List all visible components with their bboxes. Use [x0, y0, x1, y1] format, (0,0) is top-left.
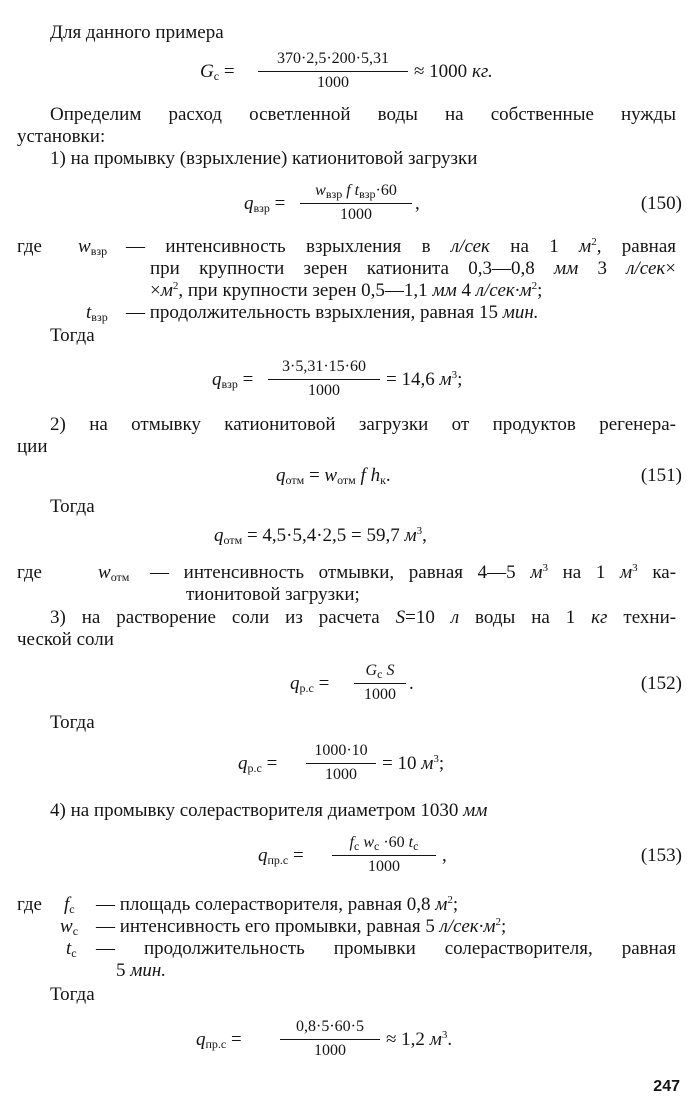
fraction: [306, 740, 376, 786]
fraction: [300, 180, 412, 226]
where-label: где: [17, 236, 42, 257]
formula-lhs: $q_{пр.с}$ =: [196, 1029, 242, 1051]
denominator: 1000: [325, 766, 357, 783]
definition-line: — интенсивность его промывки, равная 5 $л/сек\cdot м^2$;: [96, 916, 507, 937]
denominator: 1000: [308, 382, 340, 399]
list-item-2: 2) на отмывку катионитовой загрузки от продуктов регенера-: [50, 414, 676, 435]
definition-line: — продолжительность взрыхления, равная 15 мин.: [126, 302, 539, 323]
definition-line: 5 мин.: [116, 960, 167, 981]
denominator: 1000: [364, 686, 396, 703]
where-label: где: [17, 894, 42, 915]
numerator: 1000·10: [314, 742, 368, 759]
paragraph-line: ческой соли: [17, 629, 114, 650]
definition-line: при крупности зерен катионита 0,3—0,8 мм 3 л/сек×: [150, 258, 677, 279]
equation-number: (150): [640, 193, 682, 214]
numerator: 370·2,5·200·5,31: [277, 50, 389, 67]
definition-line: — продолжительность промывки солерастворителя, равная: [96, 938, 676, 959]
denominator: 1000: [317, 74, 349, 91]
numerator: 3·5,31·15·60: [282, 358, 366, 375]
then-label: Тогда: [50, 325, 95, 346]
formula-lhs: $q_{взр}$ =: [212, 369, 254, 391]
denominator: 1000: [340, 206, 372, 223]
numerator: $w_{взр}$ f $t_{взр}\cdot 60$: [315, 182, 397, 201]
paragraph-line: ции: [17, 436, 48, 457]
equation-number: (153): [640, 845, 682, 866]
definition-line: тионитовой загрузки;: [186, 584, 360, 605]
fraction: [268, 356, 380, 402]
then-label: Тогда: [50, 984, 95, 1005]
symbol: $w_{отм}$: [98, 562, 130, 584]
equation-number: (151): [640, 465, 682, 486]
formula-tail: ,: [442, 845, 447, 866]
fraction: [280, 1016, 380, 1062]
symbol: $w_c$: [60, 916, 79, 938]
paragraph-line: установки:: [17, 126, 106, 147]
formula-lhs: $q_{пр.с}$ =: [258, 845, 304, 867]
where-label: где: [17, 562, 42, 583]
numerator: $f_c$ $w_c \cdot 60$ $t_c$: [349, 834, 419, 853]
definition-line: — площадь солерастворителя, равная 0,8 $м^2$;: [96, 894, 459, 915]
formula-151-value: [0, 512, 690, 562]
formula-rhs: = 14,6 $м^3$;: [386, 369, 463, 390]
definition-line: $\times м^2$, при крупности зерен 0,5—1,1 мм 4 $л/сек\cdot м^2$;: [150, 280, 543, 301]
intro-line: Для данного примера: [50, 22, 224, 43]
numerator: 0,8·5·60·5: [296, 1018, 364, 1035]
formula-rhs: ≈ 1000 кг.: [414, 61, 493, 82]
denominator: 1000: [314, 1042, 346, 1059]
formula-152: [0, 660, 690, 710]
formula-lhs: $q_{р.с}$ =: [290, 673, 330, 695]
formula-rhs: ≈ 1,2 $м^3$.: [386, 1029, 453, 1050]
formula-expression: $q_{отм} = 4,5\cdot 5,4\cdot 2,5 = 59,7$ $м^3$,: [214, 525, 427, 547]
formula-153: [0, 832, 690, 882]
list-item-4: 4) на промывку солерастворителя диаметром 1030 мм: [50, 800, 488, 821]
list-item-1: 1) на промывку (взрыхление) катионитовой загрузки: [50, 148, 478, 169]
formula-tail: .: [409, 673, 414, 694]
fraction: [258, 48, 408, 94]
formula-151: [0, 452, 690, 502]
symbol: $t_c$: [66, 938, 77, 960]
page-number: 247: [653, 1078, 680, 1095]
formula-152-value: [0, 740, 690, 790]
numerator: $G_c$ S: [365, 662, 395, 681]
formula-150: [0, 180, 690, 230]
formula-lhs: $q_{взр}$ =: [244, 193, 286, 215]
fraction: [354, 660, 406, 706]
formula-rhs: = 10 $м^3$;: [382, 753, 445, 774]
then-label: Тогда: [50, 712, 95, 733]
fraction: [332, 832, 436, 878]
formula-lhs: $G_c$ =: [200, 61, 235, 83]
formula-150-value: [0, 356, 690, 406]
equation-number: (152): [640, 673, 682, 694]
list-item-3: 3) на растворение соли из расчета S=10 л воды на 1 кг техни-: [50, 607, 677, 628]
formula-tail: ,: [415, 193, 420, 214]
definition-line: — интенсивность отмывки, равная 4—5 $м^3$ на 1 $м^3$ ка-: [150, 562, 677, 583]
symbol: $f_c$: [64, 894, 75, 916]
formula-lhs: $q_{р.с}$ =: [238, 753, 278, 775]
formula-153-value: [0, 1016, 690, 1066]
symbol: $t_{взр}$: [86, 302, 108, 324]
symbol: $w_{взр}$: [78, 236, 108, 258]
definition-line: — интенсивность взрыхления в л/сек на 1 $м^2$, равная: [126, 236, 677, 257]
formula-gc: [0, 48, 690, 98]
paragraph-line: Определим расход осветленной воды на собственные нужды: [50, 104, 676, 125]
formula-expression: $q_{отм} = w_{отм}$ f $h_к$.: [276, 465, 391, 487]
then-label: Тогда: [50, 496, 95, 517]
denominator: 1000: [368, 858, 400, 875]
